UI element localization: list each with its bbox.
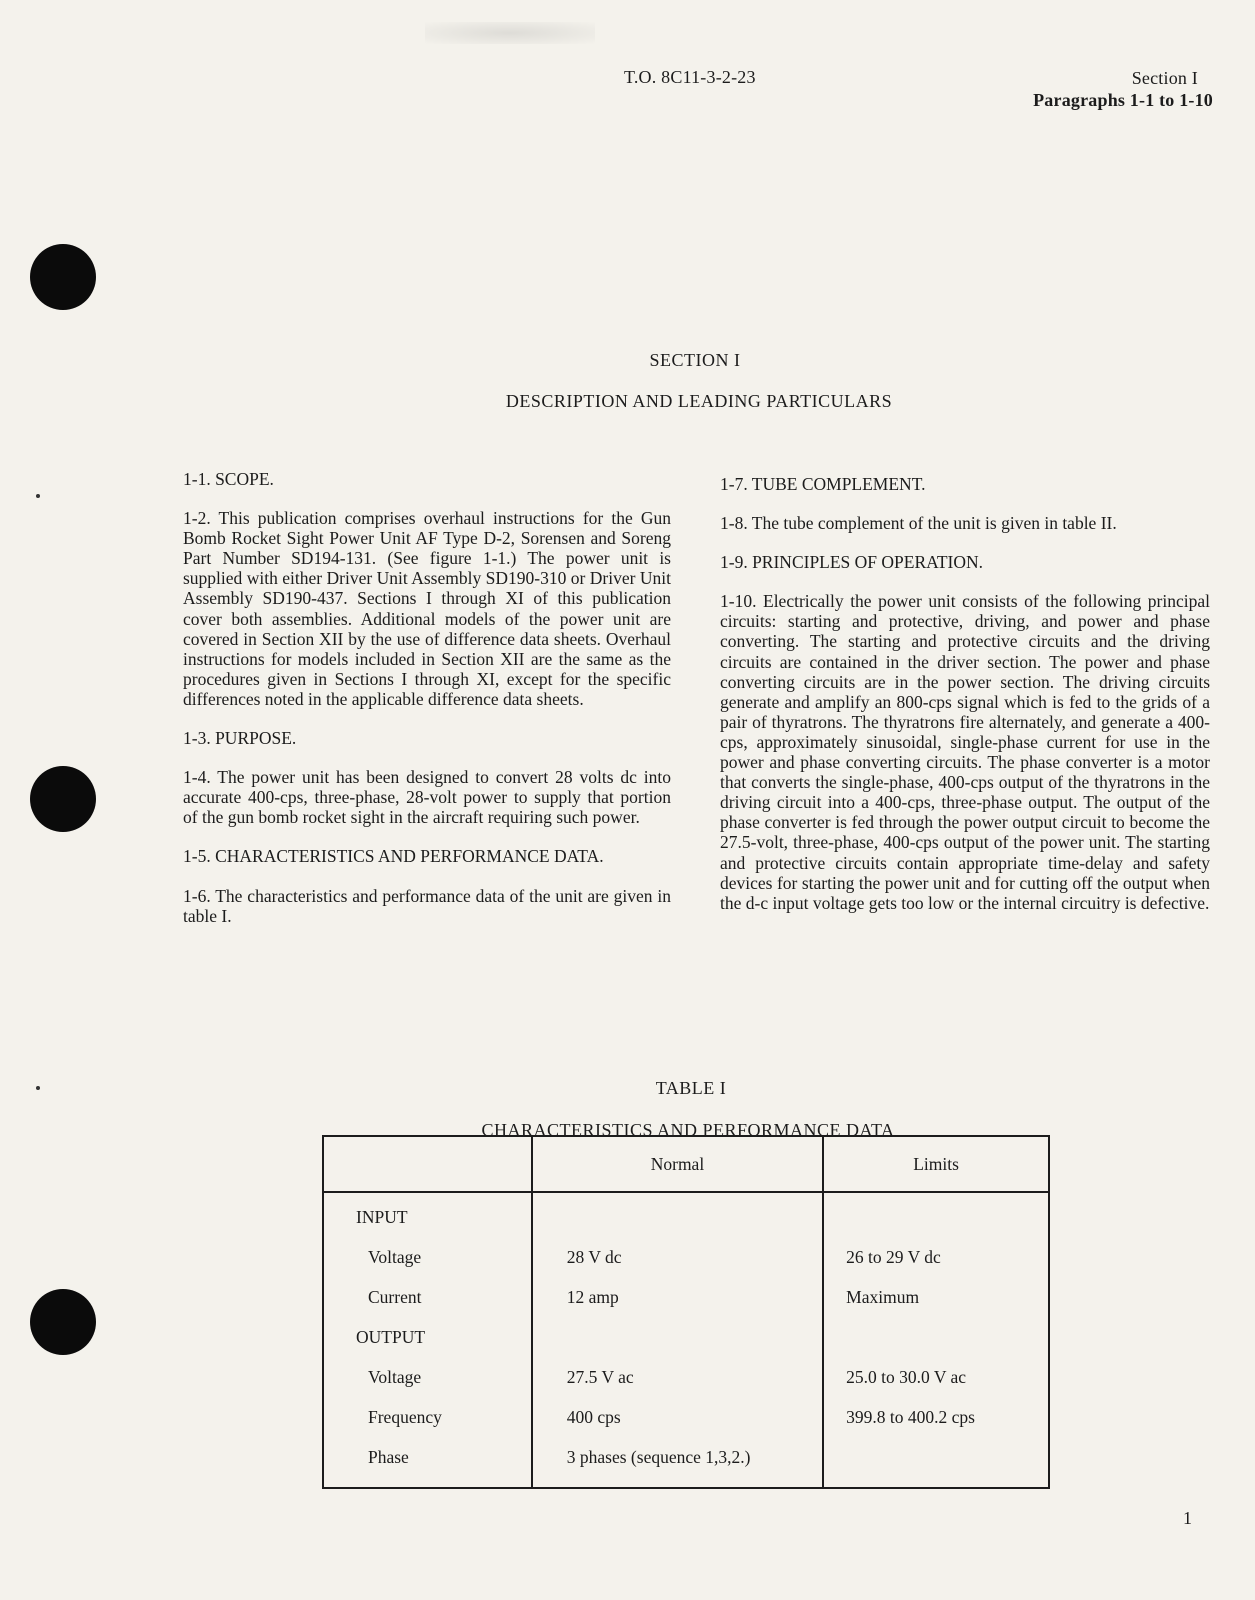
scan-smudge (425, 22, 595, 44)
paragraph-range: Paragraphs 1-1 to 1-10 (1033, 90, 1213, 110)
row-label: Frequency (323, 1407, 532, 1447)
row-label: INPUT (323, 1192, 532, 1247)
left-column (183, 469, 671, 945)
table-row (323, 1192, 1049, 1247)
normal-value: 3 phases (sequence 1,3,2.) (532, 1447, 823, 1488)
paragraph: 1-4. The power unit has been designed to convert 28 volts dc into accurate 400-cps, three-phase, 28-volt power to supply that portion of the gun bomb rocket sight in the aircraft requiring such power. (183, 767, 671, 828)
limits-value (823, 1447, 1049, 1488)
section-subtitle: DESCRIPTION AND LEADING PARTICULARS (505, 391, 893, 411)
limits-value (823, 1327, 1049, 1367)
scan-speck (36, 494, 40, 498)
row-label: OUTPUT (323, 1327, 532, 1367)
row-label: Voltage (323, 1367, 532, 1407)
table-title: TABLE I (655, 1078, 727, 1098)
limits-value: 399.8 to 400.2 cps (823, 1407, 1049, 1447)
binder-hole (30, 244, 96, 310)
normal-value: 28 V dc (532, 1247, 823, 1287)
table-row (323, 1247, 1049, 1287)
normal-value: 400 cps (532, 1407, 823, 1447)
paragraph-heading: 1-9. PRINCIPLES OF OPERATION. (720, 552, 984, 573)
paragraph-heading: 1-5. CHARACTERISTICS AND PERFORMANCE DATA. (183, 846, 604, 867)
characteristics-table (322, 1135, 1050, 1489)
row-label: Phase (323, 1447, 532, 1488)
binder-hole (30, 1289, 96, 1355)
normal-value: 12 amp (532, 1287, 823, 1327)
table-body (323, 1192, 1049, 1488)
table-subtitle: CHARACTERISTICS AND PERFORMANCE DATA (481, 1120, 895, 1140)
paragraph: 1-2. This publication comprises overhaul instructions for the Gun Bomb Rocket Sight Power Unit AF Type D-2, Sorensen and Soreng Part Number SD194-131. (See figure 1-1.) The power unit is supplied with either Driver Unit Assembly SD190-310 or Driver Unit Assembly SD190-437. Sections I through XI of this publication cover both assemblies. Additional models of the power unit are covered in Section XII by the use of difference data sheets. Overhaul instructions for models included in Section XII are the same as the procedures given in Sections I through XI, except for the specific differences noted in the applicable difference data sheets. (183, 508, 671, 709)
limits-value: 26 to 29 V dc (823, 1247, 1049, 1287)
table-row (323, 1367, 1049, 1407)
row-label: Voltage (323, 1247, 532, 1287)
limits-value: 25.0 to 30.0 V ac (823, 1367, 1049, 1407)
right-column (720, 474, 1210, 932)
section-title: SECTION I (649, 350, 741, 370)
normal-value (532, 1192, 823, 1247)
table-row (323, 1407, 1049, 1447)
binder-hole (30, 766, 96, 832)
document-number: T.O. 8C11-3-2-23 (624, 67, 756, 87)
paragraph: 1-6. The characteristics and performance data of the unit are given in table I. (183, 885, 671, 926)
paragraph: 1-8. The tube complement of the unit is given in table II. (720, 513, 1117, 534)
limits-value (823, 1192, 1049, 1247)
table-header-normal: Normal (532, 1136, 823, 1192)
table-header-row (323, 1136, 1049, 1192)
paragraph-heading: 1-7. TUBE COMPLEMENT. (720, 474, 926, 494)
section-label: Section I (1131, 68, 1198, 88)
paragraph-heading: 1-3. PURPOSE. (183, 728, 297, 749)
table-row (323, 1447, 1049, 1488)
normal-value (532, 1327, 823, 1367)
paragraph-heading: 1-1. SCOPE. (183, 469, 274, 489)
limits-value: Maximum (823, 1287, 1049, 1327)
table-row (323, 1327, 1049, 1367)
table-header-cell (323, 1136, 532, 1192)
table-header-limits: Limits (823, 1136, 1049, 1192)
page-number: 1 (1183, 1508, 1192, 1528)
row-label: Current (323, 1287, 532, 1327)
paragraph: 1-10. Electrically the power unit consists of the following principal circuits: starting and protective, driving, and power and phase converting. The starting and protective circuits and the driving circuits are contained in the driver section. The power and phase converting circuits are in the power section. The driving circuits generate and amplify an 800-cps signal which is fed to the grids of a pair of thyratrons. The thyratrons fire alternately, and generate a 400-cps, approximately sinusoidal, single-phase current for use in the power and phase converting circuits. The phase converter is a motor that converts the single-phase, 400-cps output of the thyratrons in the driving circuit into a 400-cps, three-phase output. The output of the phase converter is fed through the power output circuit to become the 27.5-volt, three-phase, 400-cps output of the power unit. The starting and protective circuits contain appropriate time-delay and safety devices for starting the power unit and for cutting off the output when the d-c input voltage gets too low or the internal circuitry is defective. (720, 591, 1210, 913)
table-row (323, 1287, 1049, 1327)
normal-value: 27.5 V ac (532, 1367, 823, 1407)
